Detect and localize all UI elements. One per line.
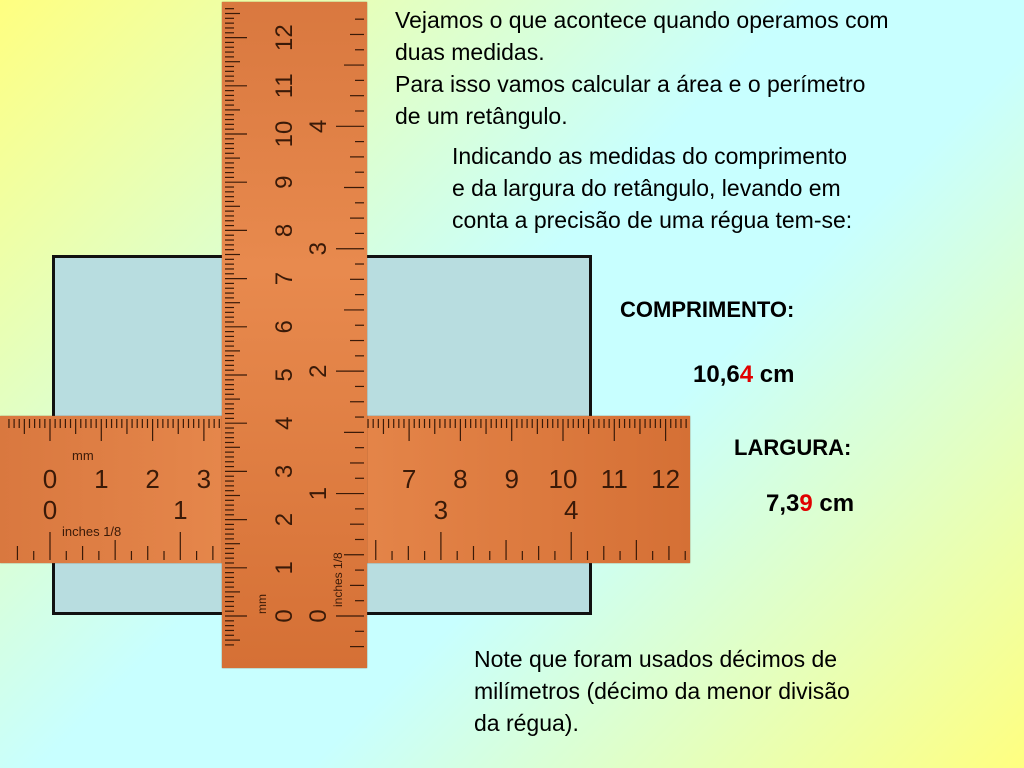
vertical-cm-number: 10	[271, 120, 298, 148]
vertical-cm-number: 1	[271, 561, 298, 575]
horizontal-inch-number: 0	[42, 495, 58, 525]
vertical-cm-number: 11	[271, 73, 298, 99]
horizontal-inch-number: 1	[173, 495, 188, 525]
vertical-inch-number: 4	[305, 119, 332, 133]
horizontal-cm-number: 1	[94, 464, 109, 494]
vertical-cm-number: 4	[271, 416, 298, 430]
comprimento-value	[693, 359, 794, 391]
vertical-cm-number: 7	[271, 271, 298, 286]
horizontal-cm-number: 3	[196, 464, 212, 494]
largura-doubtful-digit: 9	[799, 490, 813, 517]
comprimento-doubtful-digit: 4	[739, 361, 754, 388]
measure-line-3: conta a precisão de uma régua tem-se:	[452, 207, 853, 233]
vertical-ruler-markings	[222, 2, 367, 668]
intro-text	[395, 4, 1020, 132]
intro-line-3: Para isso vamos calcular a área e o perímetro	[395, 71, 866, 97]
note-line-2: milímetros (décimo da menor divisão	[474, 678, 850, 704]
comprimento-label: COMPRIMENTO:	[620, 297, 795, 322]
vertical-ruler	[222, 2, 367, 668]
vertical-inches-label: inches 1/8	[331, 552, 345, 607]
horizontal-cm-number: 8	[453, 464, 468, 494]
largura-value	[766, 488, 854, 520]
intro-line-2: duas medidas.	[395, 39, 545, 65]
horizontal-inch-number: 4	[563, 495, 579, 525]
comprimento-value-prefix: 10,6	[693, 361, 740, 388]
vertical-cm-number: 9	[271, 175, 298, 189]
largura-unit: cm	[819, 490, 855, 517]
vertical-cm-number: 8	[271, 223, 298, 238]
vertical-inch-number: 0	[305, 609, 332, 623]
horizontal-inch-number: 3	[433, 495, 449, 525]
vertical-cm-number: 2	[271, 512, 298, 527]
horizontal-cm-number: 7	[401, 464, 417, 494]
comprimento-unit: cm	[759, 361, 795, 388]
vertical-inch-number: 2	[305, 364, 332, 378]
note-text	[474, 643, 994, 739]
horizontal-cm-number: 2	[145, 464, 160, 494]
vertical-cm-number: 6	[271, 320, 298, 334]
intro-line-1: Vejamos o que acontece quando operamos com	[395, 7, 889, 33]
horizontal-mm-label: mm	[72, 448, 94, 463]
vertical-mm-label: mm	[255, 594, 269, 614]
vertical-cm-number: 12	[271, 24, 298, 51]
vertical-cm-number: 5	[271, 368, 298, 382]
horizontal-inches-label: inches 1/8	[62, 524, 122, 539]
vertical-cm-number: 3	[271, 464, 298, 479]
vertical-cm-number: 0	[271, 609, 298, 623]
largura-value-prefix: 7,3	[766, 490, 800, 517]
measure-line-2: e da largura do retângulo, levando em	[452, 175, 841, 201]
note-line-1: Note que foram usados décimos de	[474, 646, 838, 672]
horizontal-cm-number: 10	[548, 464, 578, 494]
horizontal-cm-number: 9	[504, 464, 519, 494]
measure-line-1: Indicando as medidas do comprimento	[452, 143, 848, 169]
measure-text	[452, 140, 982, 236]
vertical-inch-number: 3	[305, 242, 332, 256]
intro-line-4: de um retângulo.	[395, 103, 568, 129]
vertical-inch-number: 1	[305, 486, 332, 501]
horizontal-cm-number: 0	[42, 464, 58, 494]
largura-label: LARGURA:	[734, 435, 852, 460]
horizontal-cm-number: 12	[651, 464, 681, 494]
note-line-3: da régua).	[474, 710, 579, 736]
horizontal-cm-number: 11	[600, 464, 628, 494]
